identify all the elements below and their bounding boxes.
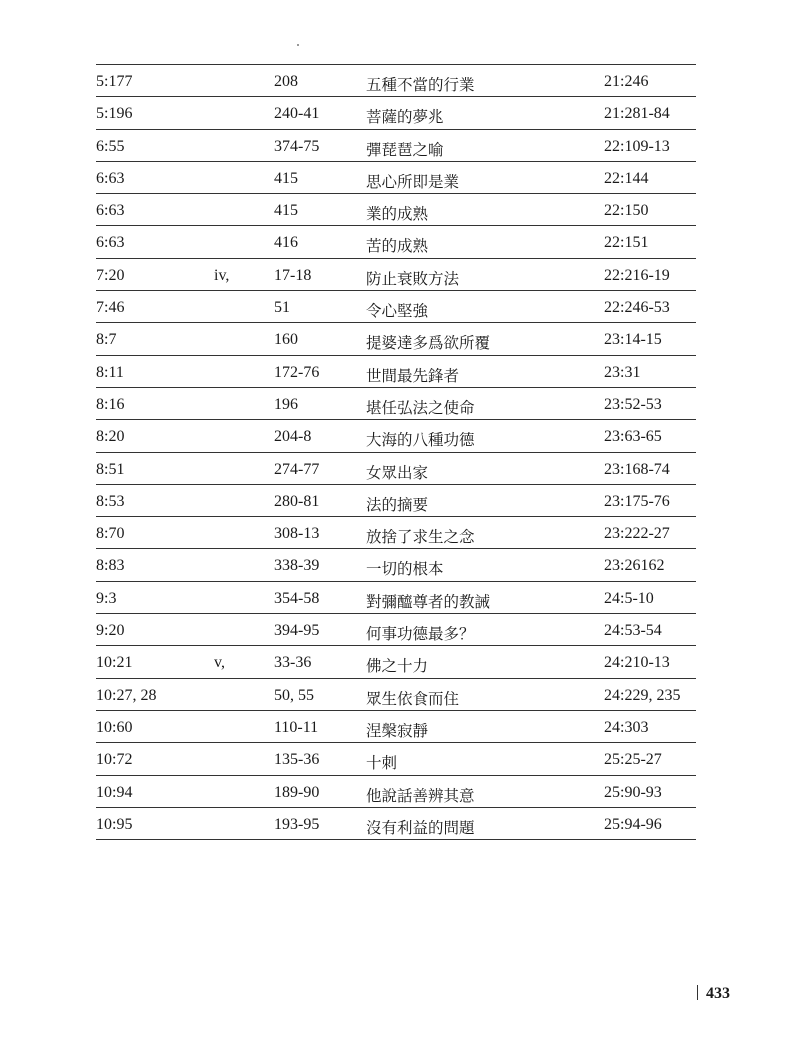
row-pages: 110-11 — [274, 718, 319, 736]
row-ref: 7:20 — [96, 266, 125, 284]
row-citation: 23:52-53 — [604, 395, 662, 413]
row-ref: 8:70 — [96, 525, 125, 543]
table-row — [96, 356, 696, 388]
row-ref: 9:3 — [96, 589, 117, 607]
row-citation: 24:53-54 — [604, 622, 662, 640]
table-row — [96, 194, 696, 226]
row-pages: 50, 55 — [274, 686, 314, 704]
row-ref: 6:55 — [96, 137, 125, 155]
row-title: 沒有利益的問題 — [366, 818, 475, 837]
table-row — [96, 808, 696, 840]
row-title: 思心所即是業 — [366, 172, 460, 191]
table-row — [96, 646, 696, 678]
row-citation: 24:229, 235 — [604, 686, 681, 704]
row-pages: 415 — [274, 169, 298, 187]
table-row — [96, 614, 696, 646]
row-title: 佛之十力 — [366, 657, 429, 676]
row-title: 防止衰敗方法 — [366, 269, 460, 288]
row-citation: 23:168-74 — [604, 460, 670, 478]
row-ref: 10:27, 28 — [96, 686, 157, 704]
row-title: 放捨了求生之念 — [366, 528, 475, 547]
table-row — [96, 323, 696, 355]
scan-mark — [297, 44, 299, 46]
row-pages: 135-36 — [274, 751, 320, 769]
row-pages: 338-39 — [274, 557, 320, 575]
table-row — [96, 65, 696, 97]
row-ref: 8:53 — [96, 492, 125, 510]
row-title: 堪任弘法之使命 — [366, 398, 475, 417]
page-footer — [697, 985, 730, 1003]
row-ref: 10:72 — [96, 751, 133, 769]
row-pages: 394-95 — [274, 622, 320, 640]
row-ref: 8:7 — [96, 331, 117, 349]
row-pages: 17-18 — [274, 266, 312, 284]
row-title: 業的成熟 — [366, 205, 429, 224]
row-citation: 21:281-84 — [604, 105, 670, 123]
row-volume: v, — [214, 654, 225, 672]
table-row — [96, 711, 696, 743]
row-ref: 8:20 — [96, 428, 125, 446]
row-pages: 33-36 — [274, 654, 312, 672]
table-row — [96, 582, 696, 614]
table-row — [96, 420, 696, 452]
row-citation: 23:63-65 — [604, 428, 662, 446]
row-pages: 415 — [274, 202, 298, 220]
table-row — [96, 97, 696, 129]
table-row — [96, 679, 696, 711]
concordance-table — [96, 64, 696, 840]
row-citation: 24:5-10 — [604, 589, 654, 607]
row-ref: 8:83 — [96, 557, 125, 575]
row-pages: 208 — [274, 73, 298, 90]
row-citation: 25:90-93 — [604, 783, 662, 801]
table-row — [96, 130, 696, 162]
row-citation: 23:14-15 — [604, 331, 662, 349]
row-pages: 204-8 — [274, 428, 312, 446]
row-title: 令心堅強 — [366, 302, 429, 321]
row-citation: 23:222-27 — [604, 525, 670, 543]
row-pages: 308-13 — [274, 525, 320, 543]
row-citation: 22:151 — [604, 234, 649, 252]
row-pages: 172-76 — [274, 363, 320, 381]
table-row — [96, 259, 696, 291]
row-ref: 5:196 — [96, 105, 133, 123]
row-title: 彈琵琶之喻 — [366, 140, 444, 159]
row-pages: 280-81 — [274, 492, 320, 510]
row-title: 十刺 — [366, 754, 398, 773]
row-title: 涅槃寂靜 — [366, 721, 429, 740]
row-citation: 22:216-19 — [604, 266, 670, 284]
row-title: 他說話善辨其意 — [366, 786, 475, 805]
row-title: 提婆達多爲欲所覆 — [366, 334, 491, 353]
row-pages: 51 — [274, 299, 290, 317]
row-citation: 22:144 — [604, 169, 649, 187]
row-ref: 6:63 — [96, 202, 125, 220]
row-citation: 24:210-13 — [604, 654, 670, 672]
row-pages: 374-75 — [274, 137, 320, 155]
row-title: 何事功德最多？ — [366, 625, 475, 644]
row-pages: 274-77 — [274, 460, 320, 478]
row-pages: 193-95 — [274, 815, 320, 833]
table-row — [96, 291, 696, 323]
row-title: 法的摘要 — [366, 495, 429, 514]
row-ref: 5:177 — [96, 73, 133, 90]
row-ref: 8:51 — [96, 460, 125, 478]
row-citation: 24:303 — [604, 718, 649, 736]
row-pages: 416 — [274, 234, 298, 252]
row-pages: 160 — [274, 331, 298, 349]
row-title: 女眾出家 — [366, 463, 429, 482]
row-ref: 9:20 — [96, 622, 125, 640]
row-pages: 189-90 — [274, 783, 320, 801]
row-pages: 196 — [274, 395, 298, 413]
table-row — [96, 226, 696, 258]
row-citation: 21:246 — [604, 73, 649, 90]
table-row — [96, 162, 696, 194]
row-title: 菩薩的夢兆 — [366, 108, 444, 127]
table-row — [96, 549, 696, 581]
row-citation: 22:150 — [604, 202, 649, 220]
row-ref: 8:11 — [96, 363, 124, 381]
row-ref: 10:94 — [96, 783, 133, 801]
row-volume: iv, — [214, 266, 230, 284]
row-title: 苦的成熟 — [366, 237, 429, 256]
row-title: 大海的八種功德 — [366, 431, 475, 450]
row-citation: 25:25-27 — [604, 751, 662, 769]
table-row — [96, 776, 696, 808]
row-ref: 6:63 — [96, 234, 125, 252]
row-citation: 22:246-53 — [604, 299, 670, 317]
row-ref: 10:95 — [96, 815, 133, 833]
row-ref: 8:16 — [96, 395, 125, 413]
row-title: 一切的根本 — [366, 560, 444, 579]
row-ref: 10:60 — [96, 718, 133, 736]
row-ref: 7:46 — [96, 299, 125, 317]
row-title: 眾生依食而住 — [366, 689, 460, 708]
row-title: 五種不當的行業 — [366, 76, 475, 94]
page-number: 433 — [706, 985, 730, 1002]
row-citation: 23:31 — [604, 363, 641, 381]
row-citation: 22:109-13 — [604, 137, 670, 155]
footer-divider — [697, 985, 698, 1000]
row-title: 對彌醯尊者的教誡 — [366, 592, 491, 611]
row-citation: 25:94-96 — [604, 815, 662, 833]
table-row — [96, 453, 696, 485]
row-pages: 354-58 — [274, 589, 320, 607]
table-row — [96, 743, 696, 775]
table-row — [96, 485, 696, 517]
row-citation: 23:175-76 — [604, 492, 670, 510]
row-ref: 10:21 — [96, 654, 133, 672]
row-citation: 23:26162 — [604, 557, 665, 575]
row-title: 世間最先鋒者 — [366, 366, 460, 385]
table-row — [96, 388, 696, 420]
row-pages: 240-41 — [274, 105, 320, 123]
row-ref: 6:63 — [96, 169, 125, 187]
table-row — [96, 517, 696, 549]
